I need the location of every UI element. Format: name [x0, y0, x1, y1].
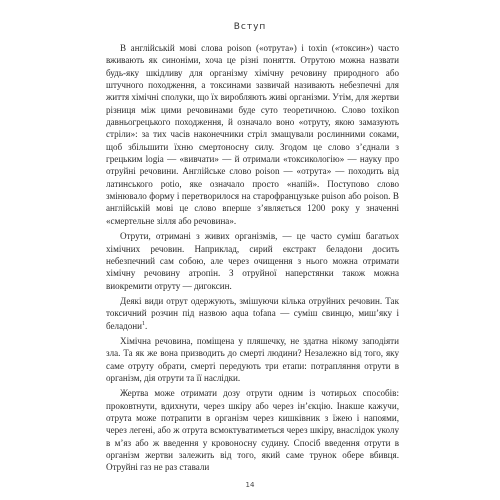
- page-number: 14: [245, 481, 255, 489]
- paragraph-3-end: .: [145, 320, 148, 331]
- paragraph-5: Жертва може отримати дозу отрути одним із чотирьох способів: проковтнути, вдихнути, через шкіру або через ін’єкцію. Інакше кажучи, отрута може потрапити в організм через кишківник з їжею і напоями, через легені, або ж отрута всмоктуватиметься через шкіру, внаслідок уколу в м’яз або ж введення у кровоносну судину. Спосіб введення отрути в організм жертви залежить від того, який саме трунок обере вбивця. Отруйні газ не раз ставали: [106, 388, 399, 473]
- footnote-marker: 1: [142, 320, 146, 327]
- running-head: Вступ: [233, 22, 267, 32]
- paragraph-3-text: Деякі види отрут одержують, змішуючи кілька отруйних речовин. Так токсичний розчин під назвою aqua tofana — суміш свинцю, миш’яку і беладони: [106, 295, 399, 331]
- paragraph-4: Хімічна речовина, поміщена у пляшечку, не здатна нікому заподіяти зла. Та як же вона призводить до смерті людини? Незалежно від того, яку саме отруту обрати, смерті передують три етапи: потрапляння отрути в організм, дія отрути та її наслідки.: [106, 335, 399, 383]
- paragraph-1: В англійській мові слова poison («отрута») і toxin («токсин») часто вживають як синоніми, хоча це різні поняття. Отрутою можна назвати будь-яку шкідливу для організму хімічну речовину природного або штучного походження, а токсинами зазвичай називають небезпечні для життя хімічні сполуки, що їх виробляють живі організми. Утім, для жертви різниця між цими речовинами буде суто теоретичною. Слово toxikon давньогрецького походження, й означало воно «отруту, якою замазують стріли»: за тих часів наконечники стріл змащували рослинними соками, щоб збільшити їхню смертоносну силу. Згодом це слово з’єднали з грецьким logia — «вивчати» — й отримали «токсикологію» — науку про отруйні речовини. Англійське слово poison — «отрута» — походить від латинського potio, яке означало просто «напій». Поступово слово змінювало форму і перетворилося на старофранцузьке puison або poison. В англійській мові це слово вперше з’являється 1200 року у значенні «смертельне зілля або речовина».: [106, 43, 399, 226]
- paragraph-3: [106, 295, 399, 332]
- body-text: [106, 42, 399, 474]
- paragraph-2: Отрути, отримані з живих організмів, — це часто суміш багатьох хімічних речовин. Наприклад, сирий екстракт беладони досить небезпечний сам собою, але через очищення з нього можна отримати хімічну речовину атропін. З отруйної наперстянки також можна виокремити отруту — дигоксин.: [106, 231, 399, 291]
